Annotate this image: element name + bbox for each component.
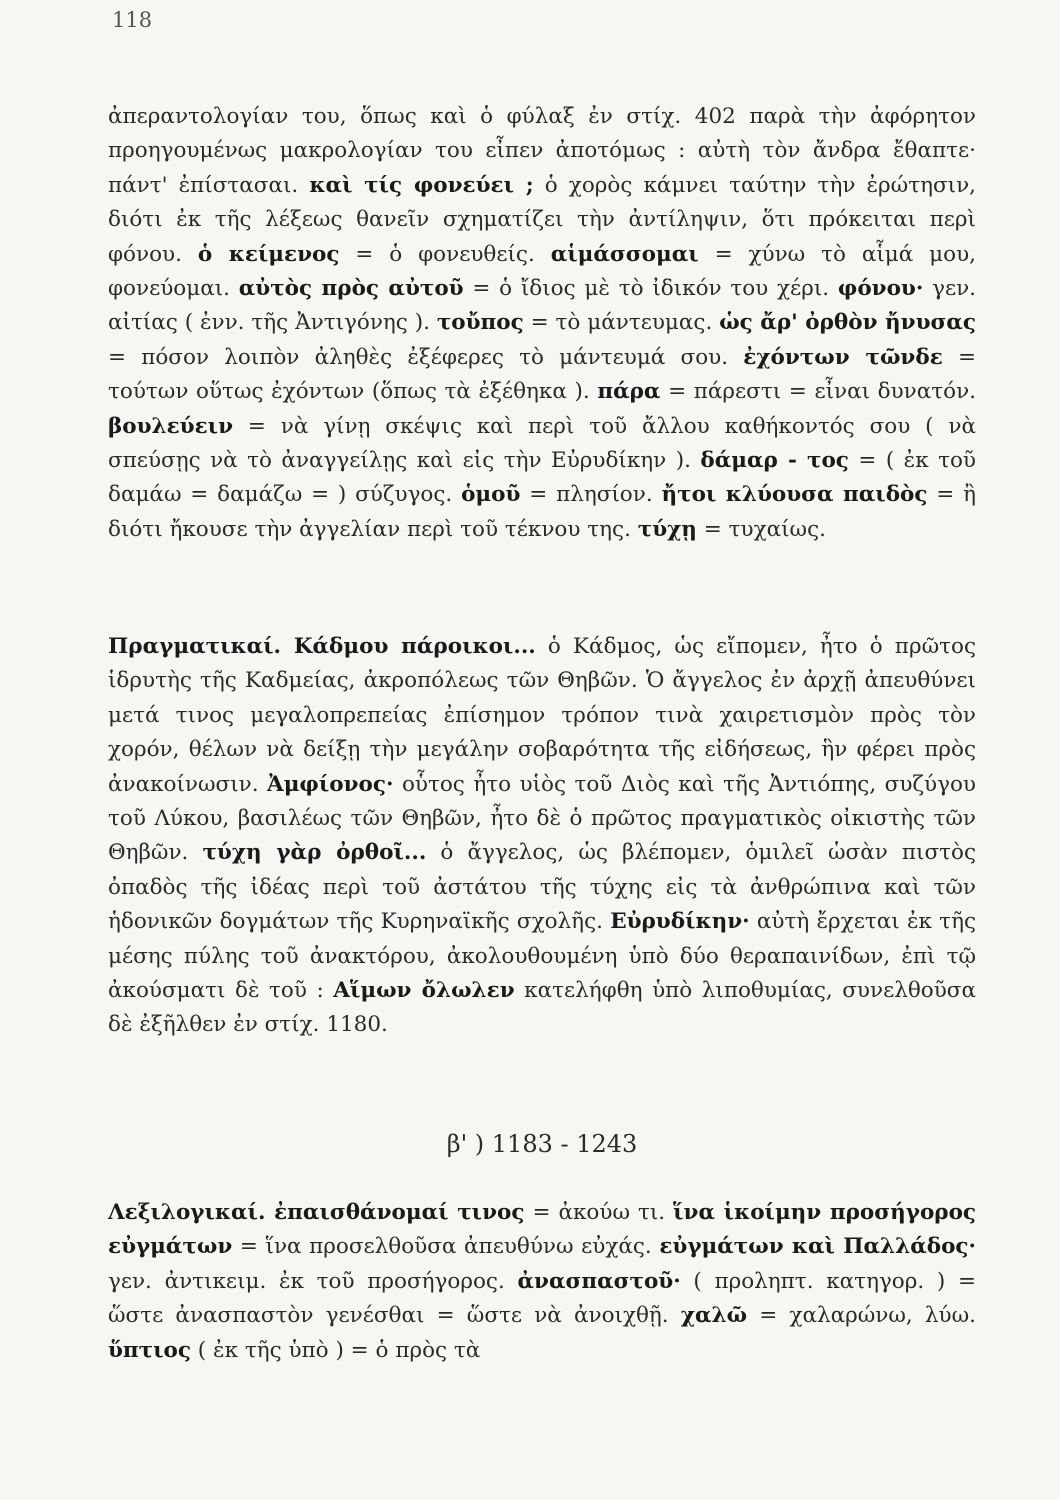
section-heading-container	[108, 1124, 976, 1164]
paragraph-commentary-lexical	[108, 100, 976, 547]
paragraph-commentary-factual	[108, 630, 976, 1043]
paragraph-text: Λεξιλογικαί. ἐπαισθάνομαί τινος = ἀκούω τι. ἵνα ἱκοίμην προσήγορος εὐγμάτων = ἵνα προσελθοῦσα ἀπευθύνω εὐχάς. εὐγμάτων καὶ Παλλάδος· γεν. ἀντικειμ. ἐκ τοῦ προσήγορος. ἀνασπαστοῦ· ( προληπτ. κατηγορ. ) = ὥστε ἀνασπαστὸν γενέσθαι = ὥστε νὰ ἀνοιχθῇ. χαλῶ = χαλαρώνω, λύω. ὕπτιος ( ἐκ τῆς ὑπὸ ) = ὁ πρὸς τὰ	[108, 1200, 977, 1363]
paragraph-text: Πραγματικαί. Κάδμου πάροικοι... ὁ Κάδμος, ὡς εἴπομεν, ἦτο ὁ πρῶτος ἱδρυτὴς τῆς Καδμείας, ἀκροπόλεως τῶν Θηβῶν. Ὁ ἄγγελος ἐν ἀρχῇ ἀπευθύνει μετά τινος μεγαλοπρεπείας ἐπίσημον τρόπον τινὰ χαιρετισμὸν πρὸς τὸν χορόν, θέλων νὰ δείξῃ τὴν μεγάλην σοβαρότητα τῆς εἰδήσεως, ἣν φέρει πρὸς ἀνακοίνωσιν. Ἀμφίονος· οὗτος ἦτο υἱὸς τοῦ Διὸς καὶ τῆς Ἀντιόπης, συζύγου τοῦ Λύκου, βασιλέως τῶν Θηβῶν, ἦτο δὲ ὁ πρῶτος πραγματικὸς οἰκιστὴς τῶν Θηβῶν. τύχη γὰρ ὀρθοῖ... ὁ ἄγγελος, ὡς βλέπομεν, ὁμιλεῖ ὡσὰν πιστὸς ὀπαδὸς τῆς ἰδέας περὶ τοῦ ἀστάτου τῆς τύχης εἰς τὰ ἀνθρώπινα καὶ τῶν ἡδονικῶν δογμάτων τῆς Κυρηναϊκῆς σχολῆς. Εὐρυδίκην· αὐτὴ ἔρχεται ἐκ τῆς μέσης πύλης τοῦ ἀνακτόρου, ἀκολουθουμένη ὑπὸ δύο θεραπαινίδων, ἐπὶ τῷ ἀκούσματι δὲ τοῦ : Αἵμων ὄλωλεν κατελήφθη ὑπὸ λιποθυμίας, συνελθοῦσα δὲ ἐξῆλθεν ἐν στίχ. 1180.	[108, 634, 976, 1038]
page-number: 118	[112, 8, 153, 32]
paragraph-text: ἀπεραντολογίαν του, ὅπως καὶ ὁ φύλαξ ἐν στίχ. 402 παρὰ τὴν ἀφόρητον προηγουμένως μακρολογίαν του εἶπεν ἀποτόμως : αὐτὴ τὸν ἄνδρα ἔθαπτε· πάντ' ἐπίστασαι. καὶ τίς φονεύει ; ὁ χορὸς κάμνει ταύτην τὴν ἐρώτησιν, διότι ἐκ τῆς λέξεως θανεῖν σχηματίζει τὴν ἀντίληψιν, ὅτι πρόκειται περὶ φόνου. ὁ κείμενος = ὁ φονευθείς. αἱμάσσομαι = χύνω τὸ αἷμά μου, φονεύομαι. αὐτὸς πρὸς αὐτοῦ = ὁ ἴδιος μὲ τὸ ἰδικόν του χέρι. φόνου· γεν. αἰτίας ( ἐνν. τῆς Ἀντιγόνης ). τοὔπος = τὸ μάντευμας. ὡς ἄρ' ὀρθὸν ἤνυσας = πόσον λοιπὸν ἀληθὲς ἐξέφερες τὸ μάντευμά σου. ἐχόντων τῶνδε = τούτων οὕτως ἐχόντων (ὅπως τὰ ἐξέθηκα ). πάρα = πάρεστι = εἶναι δυνατόν. βουλεύειν = νὰ γίνῃ σκέψις καὶ περὶ τοῦ ἄλλου καθήκοντός σου ( νὰ σπεύσῃς νὰ τὸ ἀναγγείλῃς καὶ εἰς τὴν Εὐρυδίκην ). δάμαρ - τος = ( ἐκ τοῦ δαμάω = δαμάζω = ) σύζυγος. ὁμοῦ = πλησίον. ἤτοι κλύουσα παιδὸς = ἢ διότι ἤκουσε τὴν ἀγγελίαν περὶ τοῦ τέκνου της. τύχῃ = τυχαίως.	[108, 104, 977, 542]
paragraph-commentary-lexical-2	[108, 1196, 976, 1368]
section-heading: β' ) 1183 - 1243	[446, 1130, 638, 1158]
